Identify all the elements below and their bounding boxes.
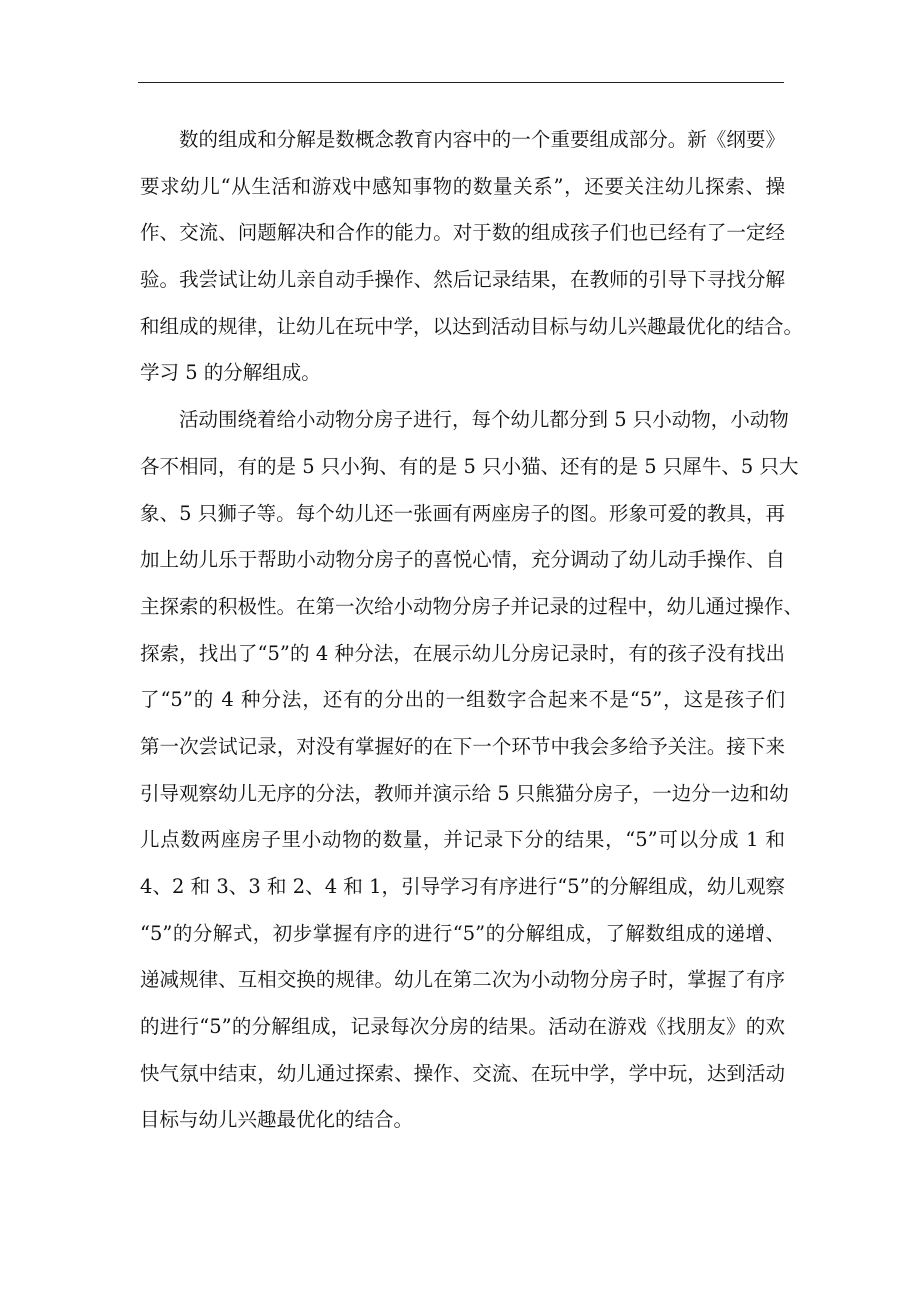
paragraph-line: “5”的分解式，初步掌握有序的进行“5”的分解组成，了解数组成的递增、 [140,921,785,945]
paragraph-line: 活动围绕着给小动物分房子进行，每个幼儿都分到 5 只小动物，小动物 [179,408,789,432]
paragraph-line: 主探索的积极性。在第一次给小动物分房子并记录的过程中，幼儿通过操作、 [140,594,804,618]
paragraph-line: 儿点数两座房子里小动物的数量，并记录下分的结果，“5”可以分成 1 和 [140,828,785,852]
paragraph-2 [140,397,804,1144]
paragraph-line: 快气氛中结束，幼儿通过探索、操作、交流、在玩中学，学中玩，达到活动 [140,1061,785,1085]
paragraph-line: 了“5”的 4 种分法，还有的分出的一组数字合起来不是“5”，这是孩子们 [140,688,785,712]
paragraph-line: 探索，找出了“5”的 4 种分法，在展示幼儿分房记录时，有的孩子没有找出 [140,641,785,665]
paragraph-line: 数的组成和分解是数概念教育内容中的一个重要组成部分。新《纲要》 [179,128,785,151]
document-body [140,117,804,1144]
paragraph-line: 目标与幼儿兴趣最优化的结合。 [140,1108,414,1132]
paragraph-line: 4、2 和 3、3 和 2、4 和 1，引导学习有序进行“5”的分解组成，幼儿观察 [140,875,785,898]
paragraph-line: 第一次尝试记录，对没有掌握好的在下一个环节中我会多给予关注。接下来 [140,734,785,758]
paragraph-line: 加上幼儿乐于帮助小动物分房子的喜悦心情，充分调动了幼儿动手操作、自 [140,548,785,572]
paragraph-line: 要求幼儿“从生活和游戏中感知事物的数量关系”，还要关注幼儿探索、操 [140,174,785,198]
paragraph-line: 和组成的规律，让幼儿在玩中学，以达到活动目标与幼儿兴趣最优化的结合。 [140,314,804,338]
paragraph-line: 作、交流、问题解决和合作的能力。对于数的组成孩子们也已经有了一定经 [140,221,785,245]
paragraph-line: 的进行“5”的分解组成，记录每次分房的结果。活动在游戏《找朋友》的欢 [140,1015,785,1039]
paragraph-1 [140,117,804,397]
header-rule [138,82,784,83]
paragraph-line: 验。我尝试让幼儿亲自动手操作、然后记录结果，在教师的引导下寻找分解 [140,268,785,292]
paragraph-line: 学习 5 的分解组成。 [140,361,321,385]
paragraph-line: 象、5 只狮子等。每个幼儿还一张画有两座房子的图。形象可爱的教具，再 [140,501,785,525]
paragraph-line: 引导观察幼儿无序的分法，教师并演示给 5 只熊猫分房子，一边分一边和幼 [140,781,789,805]
paragraph-line: 各不相同，有的是 5 只小狗、有的是 5 只小猫、还有的是 5 只犀牛、5 只大 [140,454,799,478]
paragraph-line: 递减规律、互相交换的规律。幼儿在第二次为小动物分房子时，掌握了有序 [140,968,785,992]
